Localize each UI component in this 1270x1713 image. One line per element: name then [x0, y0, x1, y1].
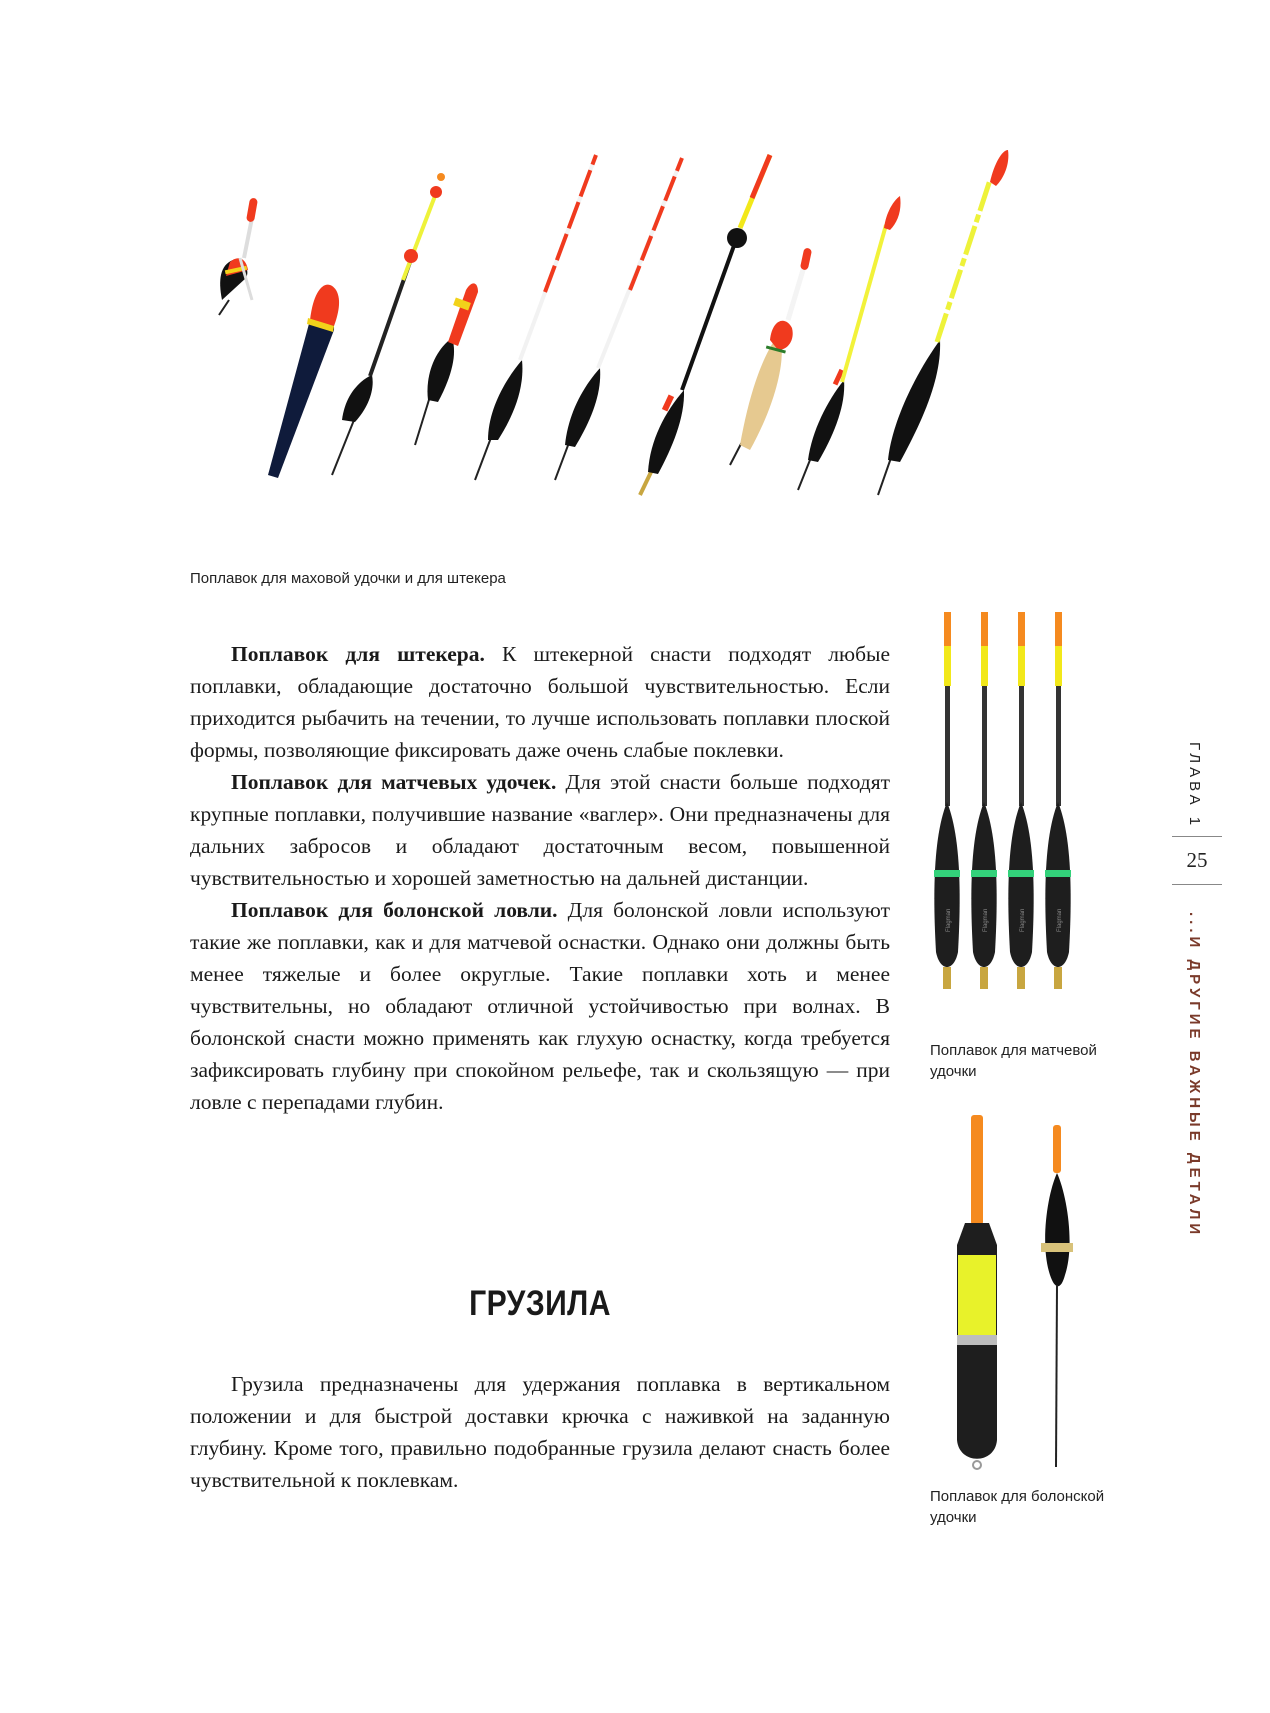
bolognese-float-black — [1041, 1125, 1073, 1467]
term-pole-float: Поплавок для штекера. — [231, 642, 485, 666]
paragraph-bolognese-float: Поплавок для болонской ловли. Для болонской ловли используют такие же поплавки, как и для матчевой оснастки. Однако они должны быть менее тяжелые и более округлые. Такие поплавки хоть и менее чувствительны, но обладают отличной устойчивостью при волнах. В болонской снасти можно применять как глухую оснастку, когда требуется зафиксировать глубину при спокойном рельефе, так и скользящую — при ловле с перепадами глубин. — [190, 898, 890, 1114]
chapter-title: ...И ДРУГИЕ ВАЖНЫЕ ДЕТАЛИ — [1186, 912, 1203, 1239]
float-9 — [798, 196, 901, 490]
caption-match-float: Поплавок для матчевой удочки — [930, 1042, 1097, 1080]
caption-bolognese-float: Поплавок для болонской удочки — [930, 1488, 1105, 1526]
caption-pole-floats: Поплавок для маховой удочки и для штекера — [190, 570, 506, 587]
bolognese-floats-illustration — [935, 1115, 1095, 1475]
page-number: 25 — [1186, 848, 1208, 872]
float-4 — [415, 283, 478, 445]
section-body — [190, 1368, 890, 1496]
term-match-float: Поплавок для матчевых удочек. — [231, 770, 557, 794]
pole-floats-illustration — [200, 150, 1130, 550]
float-1 — [219, 197, 258, 315]
float-8 — [730, 247, 812, 465]
paragraph-sinkers: Грузила предназначены для удержания поплавка в вертикальном положении и для быстрой доставки крючка с наживкой на заданную глубину. Кроме того, правильно подобранные грузила делают снасть более чувствительной к поклевкам. — [190, 1372, 890, 1492]
float-2 — [268, 285, 339, 478]
svg-text:Flagman: Flagman — [946, 908, 952, 932]
paragraph-match-float: Поплавок для матчевых удочек. Для этой снасти больше подходят крупные поплавки, получившие название «ваглер». Они предназначены для дальних забросов и обладают достаточным весом, повышенной чувствительностью и хорошей заметностью на дальней дистанции. — [190, 770, 890, 890]
chapter-label: ГЛАВА 1 — [1186, 742, 1203, 830]
article-body — [190, 638, 890, 1118]
page-number-rule-bottom — [1172, 884, 1222, 885]
bolognese-float-yellow — [957, 1115, 997, 1469]
page-number-rule-top — [1172, 836, 1222, 837]
term-bolognese-float: Поплавок для болонской ловли. — [231, 898, 558, 922]
section-heading: ГРУЗИЛА — [469, 1284, 611, 1323]
match-floats-illustration — [930, 612, 1110, 1024]
paragraph-pole-float: Поплавок для штекера. К штекерной снасти подходят любые поплавки, обладающие достаточно большой чувствительностью. Если приходится рыбачить на течении, то лучше использовать поплавки плоской формы, позволяющие фиксировать даже очень слабые поклевки. — [190, 642, 891, 762]
float-3 — [332, 173, 445, 475]
